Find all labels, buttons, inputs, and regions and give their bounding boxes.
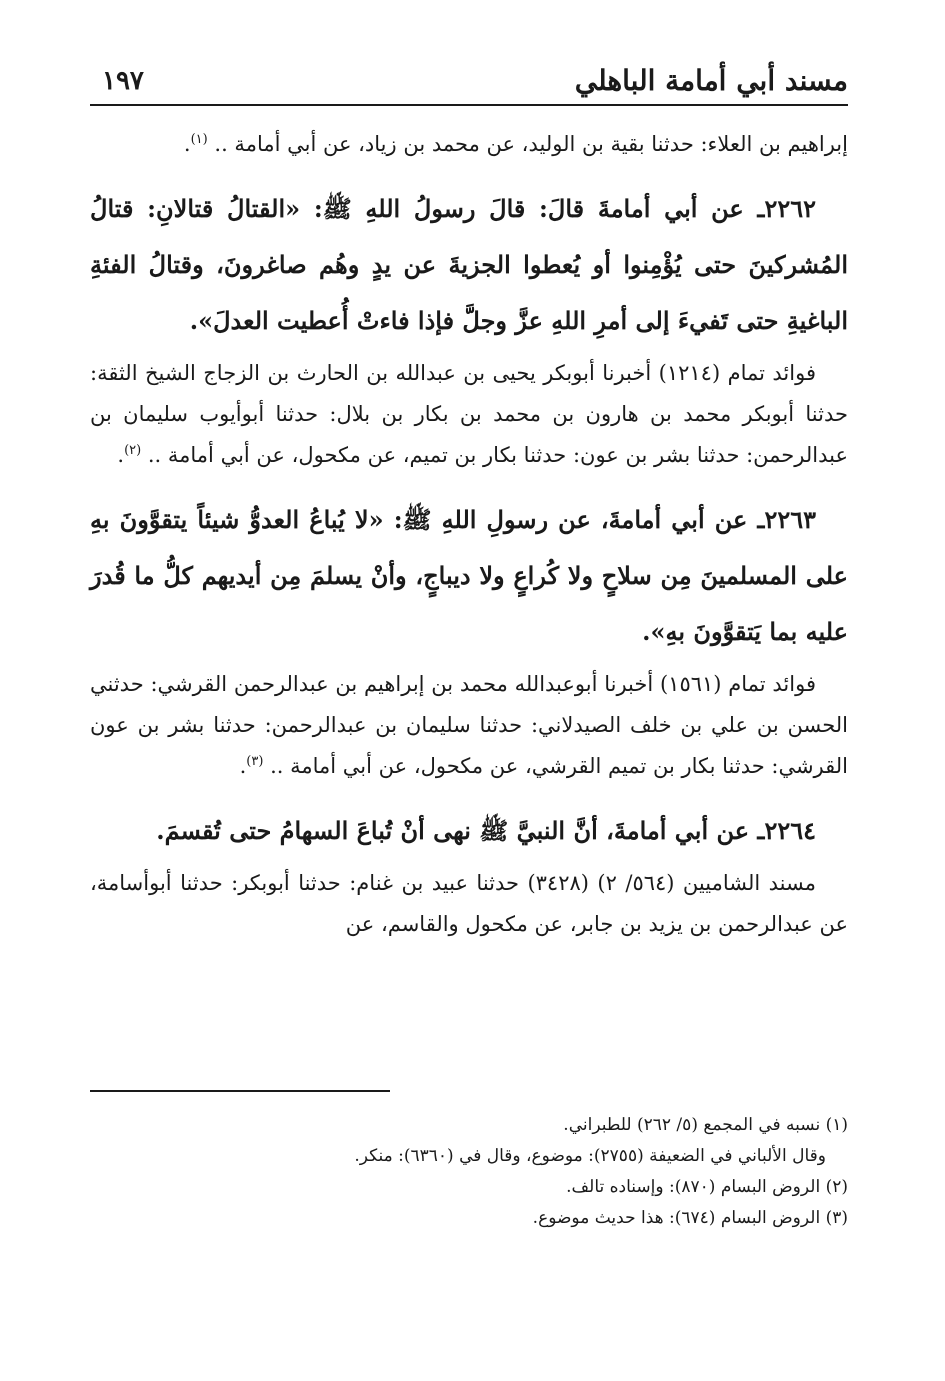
text-paragraph: فوائد تمام (١٥٦١) أخبرنا أبوعبدالله محمد بن إبراهيم بن عبدالرحمن القرشي: حدثني الحسن بن علي بن خلف الصيدلاني: حدثنا سليمان بن عبدالرحمن: حدثنا بشر بن عون القرشي: حدثنا بكار بن تميم القرشي، عن مكحول، عن أبي أمامة .. $^{(٣)}$.: [90, 672, 848, 778]
main-text: [90, 124, 848, 945]
hadith-2264: ٢٢٦٤ـ عن أبي أمامةَ، أنَّ النبيَّ ﷺ نهى أنْ تُباعَ السهامُ حتى تُقسمَ.: [156, 816, 816, 845]
header-title: مسند أبي أمامة الباهلي: [574, 64, 848, 97]
footnotes: [90, 1110, 848, 1234]
text-paragraph: إبراهيم بن العلاء: حدثنا بقية بن الوليد، عن محمد بن زياد، عن أبي أمامة .. $^{(١)}$.: [183, 132, 848, 156]
footnote-1: (١) نسبه في المجمع (٥/ ٢٦٢) للطبراني.: [563, 1115, 848, 1135]
footnote-ref[interactable]: (٣): [246, 754, 264, 769]
running-header: [90, 58, 848, 106]
footnote-divider: [90, 1090, 390, 1092]
page: [90, 58, 848, 1358]
footnote-1-continued: وقال الألباني في الضعيفة (٢٧٥٥): موضوع، وقال في (٦٣٦٠): منكر.: [354, 1146, 826, 1166]
footnote-3: (٣) الروض البسام (٦٧٤): هذا حديث موضوع.: [532, 1208, 848, 1228]
footnote-2: (٢) الروض البسام (٨٧٠): وإسناده تالف.: [566, 1177, 848, 1197]
footnote-ref[interactable]: (٢): [124, 443, 142, 458]
hadith-2262: ٢٢٦٢ـ عن أبي أمامةَ قالَ: قالَ رسولُ اللهِ ﷺ: «القتالُ قتالانِ: قتالُ المُشركينَ حتى يُؤْمِنوا أو يُعطوا الجزيةَ عن يدٍ وهُم صاغرونَ، وقتالُ الفئةِ الباغيةِ حتى تَفيءَ إلى أمرِ اللهِ عزَّ وجلَّ فإذا فاءتْ أُعطيت العدلَ».: [90, 194, 848, 335]
hadith-2263: ٢٢٦٣ـ عن أبي أمامةَ، عن رسولِ اللهِ ﷺ: «لا يُباعُ العدوُّ شيئاً يتقوَّونَ بهِ على المسلمينَ مِن سلاحٍ ولا كُراعٍ ولا ديباجٍ، وأنْ يسلمَ مِن أيديهم كلُّ ما قُدرَ عليه بما يَتقوَّونَ بهِ».: [90, 505, 848, 646]
text-paragraph: فوائد تمام (١٢١٤) أخبرنا أبوبكر يحيى بن عبدالله بن الحارث بن الزجاج الشيخ الثقة: حدثنا أبوبكر محمد بن هارون بن محمد بن بكار بن بلال: حدثنا أبوأيوب سليمان بن عبدالرحمن: حدثنا بشر بن عون: حدثنا بكار بن تميم، عن مكحول، عن أبي أمامة .. $^{(٢)}$.: [90, 361, 848, 467]
footnote-ref[interactable]: (١): [190, 132, 208, 147]
page-number: ١٩٧: [102, 66, 144, 96]
text-paragraph: مسند الشاميين (٥٦٤/ ٢) (٣٤٢٨) حدثنا عبيد بن غنام: حدثنا أبوبكر: حدثنا أبوأسامة، عن عبدالرحمن بن يزيد بن جابر، عن مكحول والقاسم، عن: [90, 871, 848, 936]
